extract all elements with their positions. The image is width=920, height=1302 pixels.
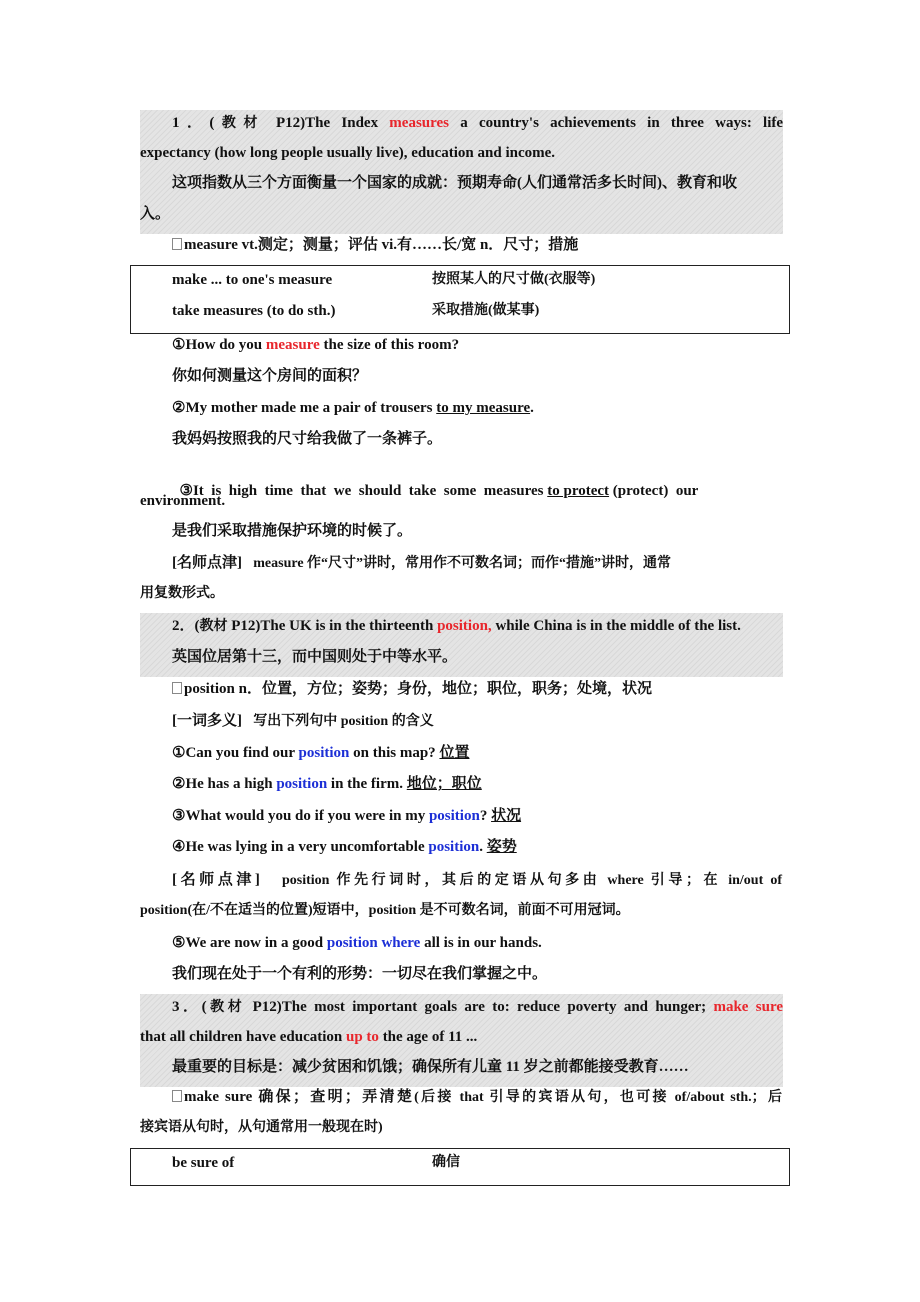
position-word-line: position n．位置，方位；姿势；身份，地位；职位，职务；处境，状况 xyxy=(172,679,652,699)
phrase-en-2: take measures (to do sth.) xyxy=(172,303,336,319)
measure-tip: [名师点津] measure 作“尺寸”讲时，常用作不可数名词；而作“措施”讲时，通常 xyxy=(172,555,672,571)
phrase-zh-2: 采取措施(做某事) xyxy=(432,303,540,318)
answer-blank: 地位；职位 xyxy=(406,776,482,792)
position-ex2: ②He has a high position in the firm. 地位；职位 xyxy=(172,776,482,792)
measure-phrase-table xyxy=(130,265,790,334)
position-ex3: ③What would you do if you were in my position? 状况 xyxy=(172,808,522,824)
measure-ex1-zh: 你如何测量这个房间的面积？ xyxy=(172,368,368,384)
bullet-icon xyxy=(172,1090,182,1102)
makesure-phrase-table xyxy=(130,1148,790,1186)
answer-blank: to my measure xyxy=(436,400,531,416)
measure-word-line: measure vt.测定；测量；评估 vi.有……长/宽 n．尺寸；措施 xyxy=(172,235,578,255)
position-ex1: ①Can you find our position on this map? 位置 xyxy=(172,745,470,761)
bullet-icon xyxy=(172,682,182,694)
item1-zh-line1: 这项指数从三个方面衡量一个国家的成就：预期寿命(人们通常活多长时间)、教育和收 xyxy=(172,175,737,191)
phrase-en-3: be sure of xyxy=(172,1155,235,1171)
phrase-zh-3: 确信 xyxy=(432,1155,460,1170)
item3-line1: 3．(教材 P12)The most important goals are to: reduce poverty and hunger; make sure xyxy=(172,999,783,1015)
item1-line2: expectancy (how long people usually live), education and income. xyxy=(140,145,556,161)
item1-zh-line2: 入。 xyxy=(140,206,171,222)
item3-block xyxy=(140,994,783,1087)
measure-tip-line2: 用复数形式。 xyxy=(140,586,224,601)
keyword-position: position, xyxy=(437,618,492,634)
answer-blank: to protect xyxy=(547,483,610,499)
item1-block xyxy=(140,110,783,234)
phrase-en-1: make ... to one's measure xyxy=(172,272,333,288)
item2-zh: 英国位居第十三，而中国则处于中等水平。 xyxy=(172,649,458,665)
item3-line2: that all children have education up to the age of 11 ... xyxy=(140,1029,478,1045)
polysemy-heading: [一词多义] 写出下列句中 position 的含义 xyxy=(172,713,434,729)
answer-blank: 状况 xyxy=(491,808,522,824)
measure-ex2: ②My mother made me a pair of trousers to my measure. xyxy=(172,400,534,416)
keyword-up-to: up to xyxy=(346,1029,379,1045)
keyword-measures: measures xyxy=(389,115,450,131)
makesure-word-line: make sure 确保；查明；弄清楚(后接 that 引导的宾语从句，也可接 of/about sth.；后 xyxy=(172,1087,782,1108)
item1-line1: 1．(教材 P12)The Index measures a country's achievements in three ways: life xyxy=(172,115,784,131)
bullet-icon xyxy=(172,238,182,250)
answer-blank: 位置 xyxy=(439,745,470,761)
measure-ex3: ③It is high time that we should take some measures to protect (protect) our xyxy=(179,483,699,499)
tip-label: [名师点津] xyxy=(172,555,242,571)
item3-zh: 最重要的目标是：减少贫困和饥饿；确保所有儿童 11 岁之前都能接受教育…… xyxy=(172,1059,689,1075)
measure-ex3-line2: environment. xyxy=(140,493,226,509)
position-tip: [名师点津] position 作先行词时，其后的定语从句多由 where 引导；在 in/out of xyxy=(172,872,782,888)
tip-label: [名师点津] xyxy=(172,872,260,888)
measure-ex3-zh: 是我们采取措施保护环境的时候了。 xyxy=(172,523,413,539)
position-ex5: ⑤We are now in a good position where all is in our hands. xyxy=(172,935,542,951)
position-tip-line2: position(在/不在适当的位置)短语中，position 是不可数名词，前面不可用冠词。 xyxy=(140,903,630,918)
position-ex4: ④He was lying in a very uncomfortable position. 姿势 xyxy=(172,839,517,855)
keyword-make-sure: make sure xyxy=(713,999,783,1015)
answer-blank: 姿势 xyxy=(486,839,517,855)
item2-line1: 2．(教材 P12)The UK is in the thirteenth position, while China is in the middle of the list. xyxy=(172,618,741,634)
measure-ex1: ①How do you measure the size of this room? xyxy=(172,337,460,353)
textbook-label: 教材 xyxy=(214,116,265,131)
measure-ex2-zh: 我妈妈按照我的尺寸给我做了一条裤子。 xyxy=(172,431,443,447)
item2-block xyxy=(140,613,783,677)
makesure-note-line2: 接宾语从句时，从句通常用一般现在时) xyxy=(140,1120,383,1135)
phrase-zh-1: 按照某人的尺寸做(衣服等) xyxy=(432,272,596,287)
textbook-label: 教材 xyxy=(199,619,228,634)
position-ex5-zh: 我们现在处于一个有利的形势：一切尽在我们掌握之中。 xyxy=(172,966,548,982)
textbook-label: 教材 xyxy=(206,1000,246,1015)
